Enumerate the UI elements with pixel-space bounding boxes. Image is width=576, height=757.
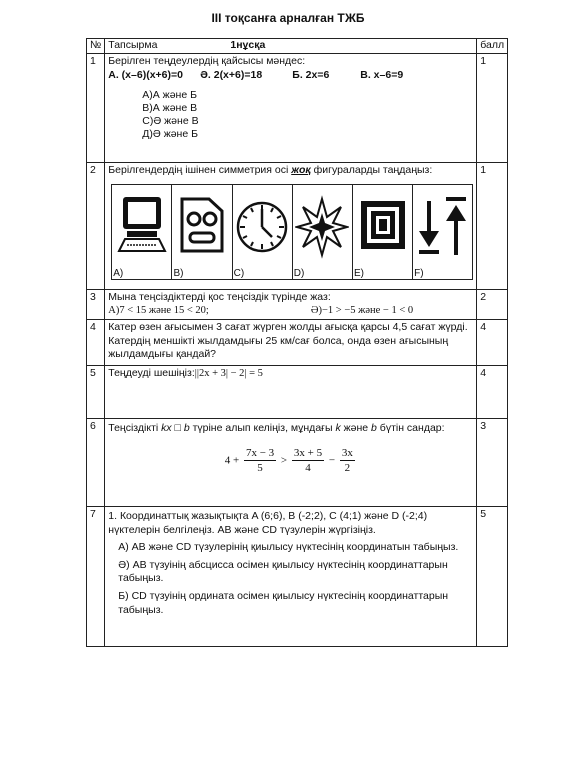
q1-choice: Д)Ә және Б (142, 128, 199, 141)
fraction-denominator: 4 (305, 461, 311, 474)
fraction-numerator: 3x (340, 446, 355, 461)
q7-part-b: Ә) AB түзуінің абсцисса осімен қиылысу нүктесінің координаттарын табыңыз. (118, 558, 448, 585)
q1-choices (142, 89, 473, 142)
q1-points: 1 (477, 53, 508, 162)
figure-label: C) (233, 268, 245, 280)
q1-task (105, 53, 477, 162)
table-header-row (87, 39, 508, 54)
arrows-icon (416, 193, 470, 259)
figure-squares (353, 185, 413, 279)
q6-text-a: Теңсіздікті (108, 421, 162, 434)
header-task-label: Тапсырма (108, 39, 158, 51)
fraction-denominator: 5 (257, 461, 263, 474)
table-row-q2 (87, 162, 508, 289)
q6-box: □ (174, 421, 181, 434)
q2-text-bold: жоқ (291, 163, 311, 176)
figure-label: F) (414, 268, 424, 280)
q2-text-a: Берілгендердің ішінен симметрия осі (108, 163, 292, 176)
q7-part-c: Б) CD түзуінің ордината осімен қиылысу нүктесінің координаттарын табыңыз. (118, 590, 449, 616)
clock-icon (235, 193, 289, 259)
q2-text (108, 164, 473, 178)
q1-choice: В)А және В (142, 102, 198, 115)
q6-b2: b (371, 421, 377, 434)
table-row-q7 (87, 506, 508, 646)
q1-option: А. (x–6)(x+6)=0 (108, 69, 183, 82)
table-row-q6 (87, 418, 508, 506)
figure-star (293, 185, 353, 279)
q1-option: В. x–6=9 (360, 69, 404, 82)
formula-operator: > (280, 453, 288, 466)
q6-formula (108, 446, 473, 476)
nested-squares-icon (358, 193, 408, 259)
formula-lead: 4 + (224, 453, 240, 466)
q6-b: b (183, 421, 190, 434)
q3-part-a: А)7 < 15 және 15 < 20; (108, 305, 209, 317)
figure-label: E) (353, 268, 364, 280)
q3-part-b: Ә)−1 > −5 және − 1 < 0 (310, 305, 414, 317)
q4-text: Катер өзен ағысымен 3 сағат жүрген жолды ағысқа қарсы 4,5 сағат жүрді. Катердің меншікті жылдамдығы 25 км/сағ болса, онда өзен ағысының жылдамдығы қандай? (105, 319, 477, 365)
q1-text: Берілген теңдеулердің қайсысы мәндес: (108, 54, 306, 67)
table-row-q1 (87, 53, 508, 162)
q3-points: 2 (477, 289, 508, 319)
figure-arrows (413, 185, 472, 279)
q3-task (105, 289, 477, 319)
assessment-table (86, 38, 508, 647)
q3-text: Мына теңсіздіктерді қос теңсіздік түрінде жаз: (108, 290, 331, 303)
q6-text (108, 422, 473, 436)
q7-points: 5 (477, 506, 508, 646)
q5-num: 5 (87, 365, 105, 418)
q1-choice: А)А және Б (142, 88, 197, 101)
q5-text: Теңдеуді шешіңіз: (108, 366, 195, 379)
q6-kx: kx (161, 421, 172, 434)
formula-fraction (340, 446, 355, 476)
q4-points: 4 (477, 319, 508, 365)
q2-text-b: фигураларды таңдаңыз: (310, 163, 433, 176)
q7-num: 7 (87, 506, 105, 646)
formula-fraction (292, 446, 324, 476)
cassette-icon (179, 193, 225, 259)
figure-clock (233, 185, 293, 279)
q6-k: k (335, 421, 341, 434)
q1-num: 1 (87, 53, 105, 162)
computer-icon (117, 193, 167, 259)
q7-intro: 1. Координаттық жазықтықта A (6;6), B (-2;2), C (4;1) және D (-2;4) нүктелерін белгілеңіз. AB және CD түзулерін жүргізіңіз. (108, 509, 428, 536)
header-points: балл (477, 39, 508, 54)
figure-label: A) (113, 268, 124, 280)
q1-choice: С)Ә және В (142, 115, 199, 128)
q6-text-b: түріне алып келіңіз, мұндағы (189, 421, 336, 434)
header-num: № (87, 39, 105, 54)
header-task (105, 39, 477, 54)
q7-task (105, 506, 477, 646)
q6-task (105, 418, 477, 506)
q1-options (108, 69, 473, 83)
q1-option: Ә. 2(x+6)=18 (200, 69, 263, 82)
fraction-numerator: 7x − 3 (244, 446, 276, 461)
formula-operator: − (328, 453, 336, 466)
q5-equation: ||2x + 3| − 2| = 5 (194, 367, 263, 379)
q1-option: Б. 2x=6 (292, 69, 330, 82)
q5-task (105, 365, 477, 418)
q2-figures (111, 184, 473, 280)
fraction-numerator: 3x + 5 (292, 446, 324, 461)
table-row-q4 (87, 319, 508, 365)
figure-cassette (172, 185, 232, 279)
figure-computer (112, 185, 172, 279)
page-title: III тоқсанға арналған ТЖБ (211, 11, 365, 25)
star-icon (295, 193, 349, 259)
q2-points: 1 (477, 162, 508, 289)
q6-num: 6 (87, 418, 105, 506)
q5-points: 4 (477, 365, 508, 418)
q6-points: 3 (477, 418, 508, 506)
q4-num: 4 (87, 319, 105, 365)
table-row-q5 (87, 365, 508, 418)
q2-task (105, 162, 477, 289)
figure-label: D) (293, 268, 305, 280)
q2-num: 2 (87, 162, 105, 289)
q6-text-c: және (340, 421, 372, 434)
figure-label: B) (173, 268, 184, 280)
formula-fraction (244, 446, 276, 476)
fraction-denominator: 2 (344, 461, 351, 474)
table-row-q3 (87, 289, 508, 319)
q7-part-a: А) AB және CD түзулерінің қиылысу нүктесінің координатын табыңыз. (118, 541, 459, 554)
q6-text-d: бүтін сандар: (376, 421, 445, 434)
q3-num: 3 (87, 289, 105, 319)
q3-parts (108, 304, 473, 318)
header-variant: 1нұсқа (230, 39, 266, 51)
